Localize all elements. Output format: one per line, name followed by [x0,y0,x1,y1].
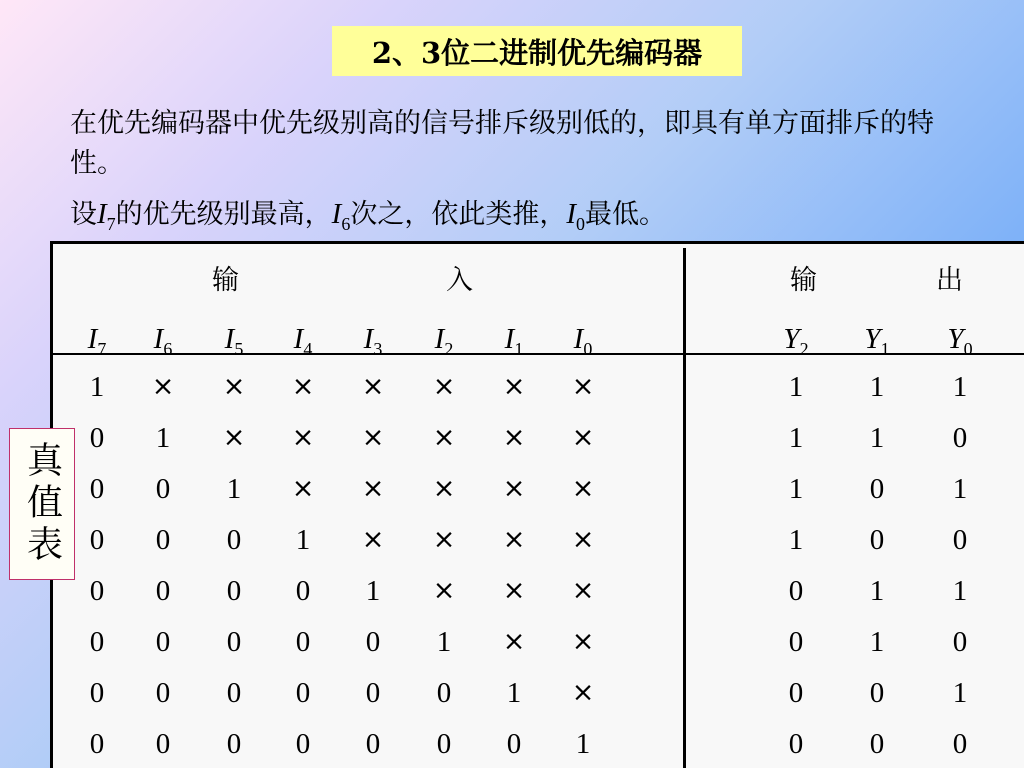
input-cell: 0 [155,626,171,658]
output-cell: 0 [869,677,885,709]
input-cell: 0 [295,728,311,760]
input-cell: 0 [155,575,171,607]
input-cell: × [502,575,526,606]
output-header-y2 [783,322,808,366]
input-cell: 0 [226,677,242,709]
input-cell: 0 [89,524,105,556]
var-subscript: 0 [576,213,586,234]
input-cell: 0 [365,728,381,760]
input-cell: 0 [155,473,171,505]
var-letter: I [504,323,515,355]
input-cell: × [571,575,595,606]
input-cell: 0 [436,677,452,709]
input-cell: × [571,677,595,708]
output-cell: 0 [788,626,804,658]
input-cell: × [361,524,385,555]
input-cell: 1 [89,371,105,403]
var-subscript: 0 [963,338,973,359]
var-i7 [97,198,116,234]
input-cell: 1 [295,524,311,556]
output-header-y1 [864,322,889,366]
input-cell: 0 [506,728,522,760]
input-header-i1 [505,322,524,366]
output-cell: 0 [952,422,968,454]
output-cell: 1 [869,422,885,454]
input-cell: × [502,473,526,504]
output-cell: 1 [952,575,968,607]
input-cell: 0 [226,524,242,556]
input-cell: × [432,422,456,453]
input-cell: 0 [89,677,105,709]
input-cell: 0 [89,473,105,505]
truth-table-label: 真值表 [9,428,75,580]
output-cell: 0 [952,728,968,760]
output-header-1: 输 [790,265,817,296]
input-cell: 0 [295,677,311,709]
output-header-y0 [947,322,972,366]
output-cell: 0 [952,626,968,658]
input-header-i3 [364,322,383,366]
input-cell: 1 [365,575,381,607]
var-subscript: 6 [163,338,173,359]
output-cell: 1 [952,473,968,505]
input-cell: 0 [365,677,381,709]
var-letter: I [573,323,584,355]
var-subscript: 0 [583,338,593,359]
var-letter: I [566,198,577,230]
var-letter: Y [947,323,964,355]
priority-paragraph [70,194,970,244]
output-header-2: 出 [936,265,963,296]
var-letter: I [363,323,374,355]
table-column-divider [683,248,686,768]
input-cell: × [502,524,526,555]
output-cell: 0 [869,728,885,760]
output-cell: 0 [869,473,885,505]
var-letter: I [224,323,235,355]
input-cell: × [361,422,385,453]
output-cell: 0 [788,677,804,709]
var-i6 [331,198,351,234]
input-cell: × [571,371,595,402]
var-letter: Y [864,323,881,355]
input-cell: × [571,626,595,657]
input-cell: 0 [89,728,105,760]
priority-text-1: 设 [70,199,97,230]
input-cell: × [222,371,246,402]
output-cell: 1 [952,371,968,403]
input-cell: × [432,473,456,504]
var-letter: I [87,323,98,355]
priority-text-4: 最低。 [585,199,667,230]
output-cell: 1 [869,371,885,403]
output-cell: 1 [788,524,804,556]
input-cell: × [222,422,246,453]
var-letter: I [434,323,445,355]
input-cell: 0 [89,575,105,607]
input-cell: 0 [155,677,171,709]
var-subscript: 2 [444,338,454,359]
output-cell: 1 [869,626,885,658]
input-header-i2 [435,322,454,366]
input-cell: 1 [155,422,171,454]
input-cell: 0 [89,626,105,658]
input-cell: × [361,473,385,504]
input-cell: 0 [155,524,171,556]
var-subscript: 6 [341,213,351,234]
var-i0 [566,198,586,234]
input-cell: 1 [575,728,591,760]
input-cell: × [432,371,456,402]
input-cell: 0 [89,422,105,454]
input-cell: 0 [295,575,311,607]
output-cell: 1 [788,473,804,505]
input-cell: 1 [506,677,522,709]
input-cell: 0 [436,728,452,760]
input-cell: 0 [226,728,242,760]
input-cell: × [502,371,526,402]
var-letter: I [153,323,164,355]
input-cell: × [291,473,315,504]
input-cell: × [502,422,526,453]
var-subscript: 1 [880,338,890,359]
input-header-i6 [154,322,173,366]
input-cell: 1 [436,626,452,658]
input-cell: × [432,524,456,555]
var-subscript: 4 [303,338,313,359]
input-cell: × [432,575,456,606]
var-subscript: 1 [514,338,524,359]
input-cell: × [571,473,595,504]
var-letter: I [97,198,107,230]
output-cell: 1 [788,371,804,403]
var-subscript: 2 [799,338,809,359]
var-subscript: 7 [106,213,116,234]
input-cell: 0 [365,626,381,658]
priority-text-3: 次之，依此类推， [350,199,567,230]
var-letter: I [331,198,342,230]
input-cell: × [571,422,595,453]
input-cell: 0 [155,728,171,760]
var-letter: I [293,323,304,355]
input-header-i4 [294,322,313,366]
input-cell: 1 [226,473,242,505]
output-cell: 1 [869,575,885,607]
output-cell: 0 [952,524,968,556]
input-cell: × [502,626,526,657]
var-letter: Y [783,323,800,355]
input-cell: 0 [226,626,242,658]
input-header-1: 输 [212,265,239,296]
input-header-2: 入 [446,265,473,296]
input-cell: × [361,371,385,402]
input-cell: × [291,371,315,402]
input-cell: × [151,371,175,402]
input-header-i5 [225,322,244,366]
slide-title: 2、3位二进制优先编码器 [332,26,742,76]
description-paragraph: 在优先编码器中优先级别高的信号排斥级别低的，即具有单方面排斥的特性。 [70,108,934,179]
var-subscript: 5 [234,338,244,359]
input-header-i7 [88,322,107,366]
input-header-i0 [574,322,593,366]
input-cell: × [291,422,315,453]
input-cell: 0 [295,626,311,658]
priority-text-2: 的优先级别最高， [115,199,332,230]
input-cell: × [571,524,595,555]
output-cell: 1 [952,677,968,709]
output-cell: 0 [788,575,804,607]
input-cell: 0 [226,575,242,607]
output-cell: 0 [788,728,804,760]
output-cell: 0 [869,524,885,556]
var-subscript: 3 [373,338,383,359]
var-subscript: 7 [97,338,107,359]
output-cell: 1 [788,422,804,454]
